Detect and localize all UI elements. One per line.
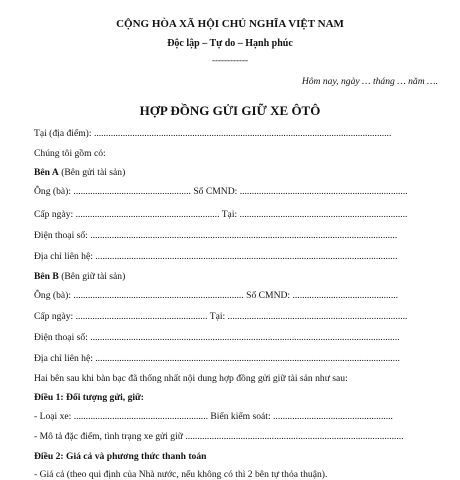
motto: Độc lập – Tự do – Hạnh phúc — [167, 38, 293, 49]
party-b-heading-line — [34, 271, 125, 282]
party-b-phone-line: Điện thoại số: ................................................................................................................................. — [34, 332, 400, 343]
party-b-issued-line: Cấp ngày: ....................................................... Tại: ........................................................................... — [34, 311, 408, 322]
party-b-name-line: Ông (bà): ....................................................................... Số CMND: ............................................ — [34, 290, 399, 301]
country-heading: CỘNG HÒA XÃ HỘI CHỦ NGHĨA VIỆT NAM — [116, 18, 344, 30]
party-a-issued-line: Cấp ngày: ............................................................ Tại: ...................................................................... — [34, 209, 408, 220]
article-1-heading: Điều 1: Đối tượng gửi, giữ: — [34, 392, 144, 403]
party-a-note: (Bên gửi tài sản) — [58, 167, 126, 178]
date-line: Hôm nay, ngày … tháng … năm …. — [301, 76, 438, 87]
price-line: - Giá cả (theo qui định của Nhà nước, nếu không có thì 2 bên tự thỏa thuận). — [34, 469, 328, 480]
motto-rule: ------------ — [212, 55, 248, 65]
party-a-phone-line: Điện thoại số: ................................................................................................................................ — [34, 230, 398, 241]
party-a-heading-line — [34, 167, 125, 178]
party-b-note: (Bên giữ tài sản) — [58, 271, 126, 282]
article-2-heading: Điều 2: Giá cả và phương thức thanh toán — [34, 451, 207, 462]
location-line: Tại (địa điểm): ............................................................................................................................ — [34, 128, 392, 139]
party-b-heading: Bên B — [34, 271, 59, 282]
vehicle-description-line: - Mô tả đặc điểm, tình trạng xe gửi giữ ........................................................................................... — [34, 431, 404, 442]
party-a-name-line: Ông (bà): ................................................. Số CMND: ...................................................................... — [34, 186, 408, 197]
party-b-address-line: Địa chỉ liên hệ: ............................................................................................................................... — [34, 353, 400, 364]
we-are-line: Chúng tôi gồm có: — [34, 148, 106, 159]
agreement-line: Hai bên sau khi bàn bạc đã thống nhất nội dung hợp đồng gửi giữ tài sản như sau: — [34, 373, 348, 384]
vehicle-type-line: - Loại xe: ........................................................ Biển kiểm soát: .................................................. — [34, 411, 393, 422]
party-a-heading: Bên A — [34, 167, 59, 178]
document-title: HỢP ĐỒNG GỬI GIỮ XE ÔTÔ — [139, 103, 321, 118]
party-a-address-line: Địa chỉ liên hệ: .............................................................................................................................. — [34, 251, 398, 262]
